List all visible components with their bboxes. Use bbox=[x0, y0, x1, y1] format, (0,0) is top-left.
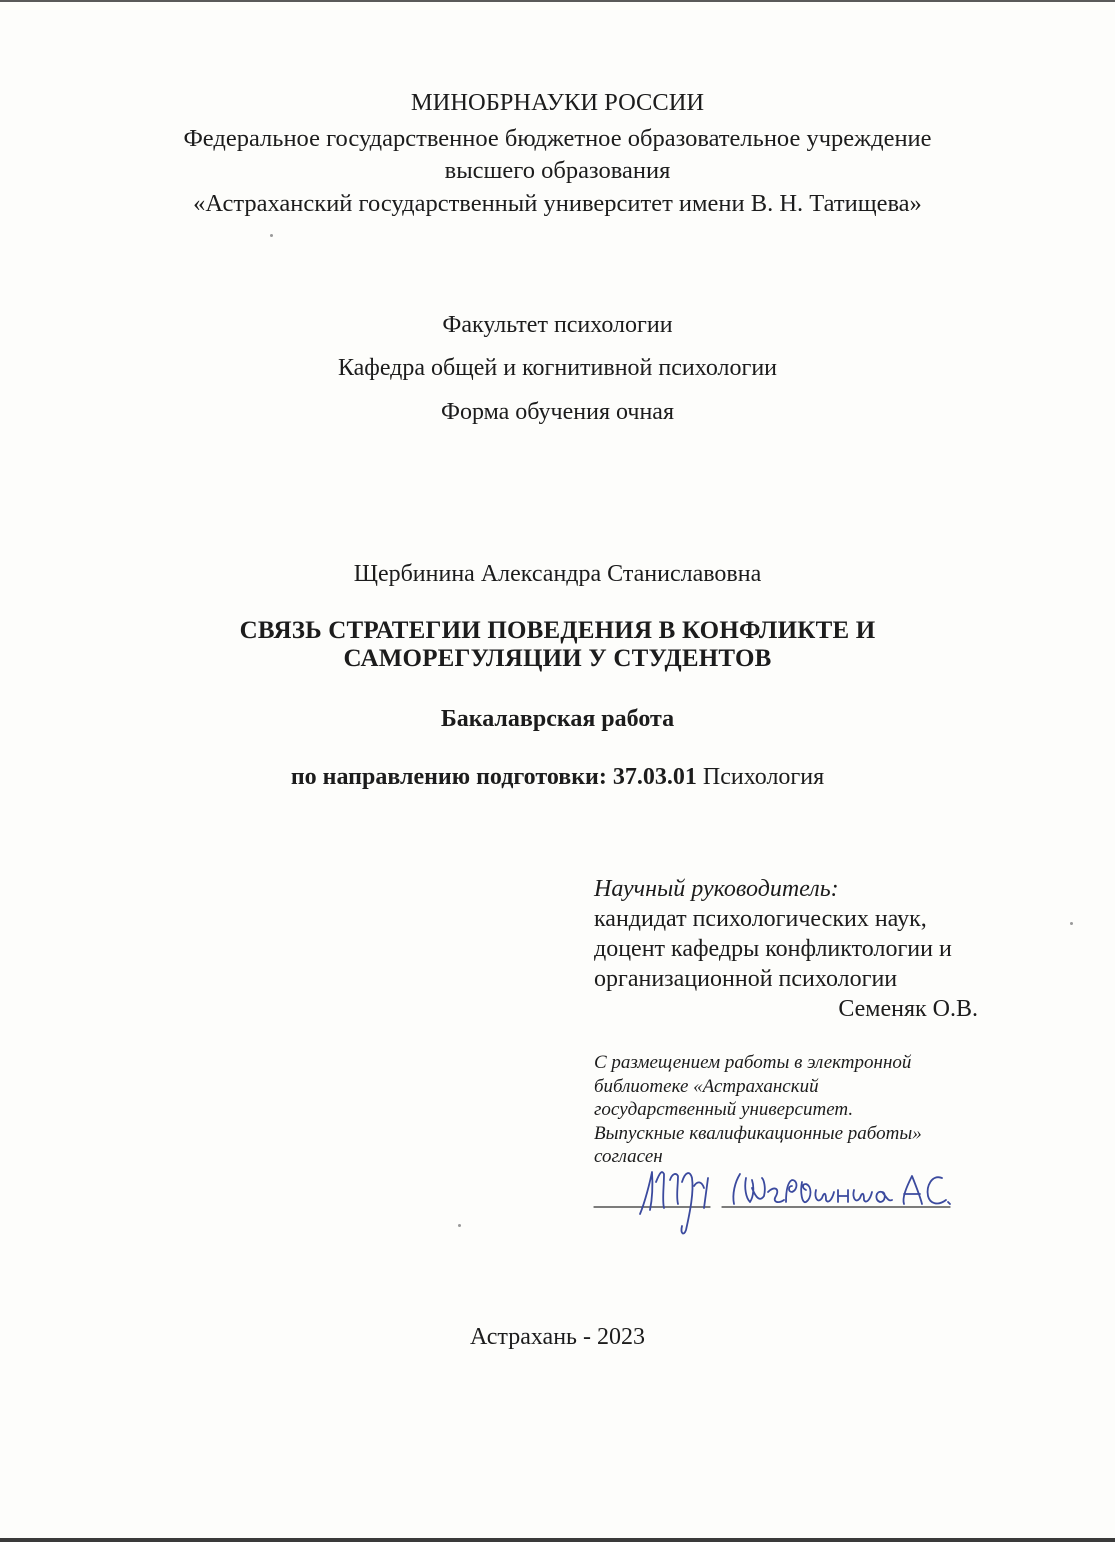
institution-type: Федеральное государственное бюджетное образовательное учреждение bbox=[183, 125, 932, 152]
supervisor-department: организационной психологии bbox=[594, 966, 898, 992]
consent-line-2: библиотеке «Астраханский bbox=[594, 1075, 819, 1097]
scan-speck bbox=[458, 1224, 461, 1227]
university-name: «Астраханский государственный университет имени В. Н. Татищева» bbox=[193, 190, 922, 217]
supervisor-degree: кандидат психологических наук, bbox=[594, 906, 927, 932]
supervisor-block bbox=[594, 874, 994, 1024]
page-bottom-edge bbox=[0, 1538, 1115, 1542]
supervisor-role: Научный руководитель: bbox=[594, 876, 839, 902]
consent-line-1: С размещением работы в электронной bbox=[594, 1052, 912, 1073]
author-name: Щербинина Александра Станиславовна bbox=[353, 561, 762, 587]
work-type: Бакалаврская работа bbox=[440, 706, 675, 732]
ministry-heading: МИНОБРНАУКИ РОССИИ bbox=[410, 89, 705, 116]
supervisor-position: доцент кафедры конфликтологии и bbox=[594, 936, 952, 962]
city-year: Астрахань - 2023 bbox=[470, 1324, 645, 1350]
scan-speck bbox=[1070, 922, 1073, 925]
scan-speck bbox=[270, 234, 273, 237]
thesis-title-line-1: СВЯЗЬ СТРАТЕГИИ ПОВЕДЕНИЯ В КОНФЛИКТЕ И bbox=[239, 617, 876, 644]
consent-line-4: Выпускные квалификационные работы» bbox=[594, 1122, 922, 1144]
thesis-title-line-2: САМОРЕГУЛЯЦИИ У СТУДЕНТОВ bbox=[343, 645, 772, 672]
consent-block bbox=[594, 1051, 1014, 1169]
supervisor-name: Семеняк О.В. bbox=[838, 996, 978, 1022]
faculty-name: Факультет психологии bbox=[442, 312, 673, 338]
consent-line-3: государственный университет. bbox=[594, 1099, 854, 1120]
study-direction-label: по направлению подготовки: 37.03.01 bbox=[290, 764, 697, 790]
study-direction-value: Психология bbox=[702, 764, 825, 790]
study-form: Форма обучения очная bbox=[440, 399, 674, 425]
study-direction bbox=[0, 762, 1115, 792]
education-level: высшего образования bbox=[444, 157, 671, 184]
handwritten-signature bbox=[590, 1152, 960, 1242]
department-name: Кафедра общей и когнитивной психологии bbox=[337, 355, 778, 381]
consent-line-5: согласен bbox=[594, 1146, 663, 1167]
